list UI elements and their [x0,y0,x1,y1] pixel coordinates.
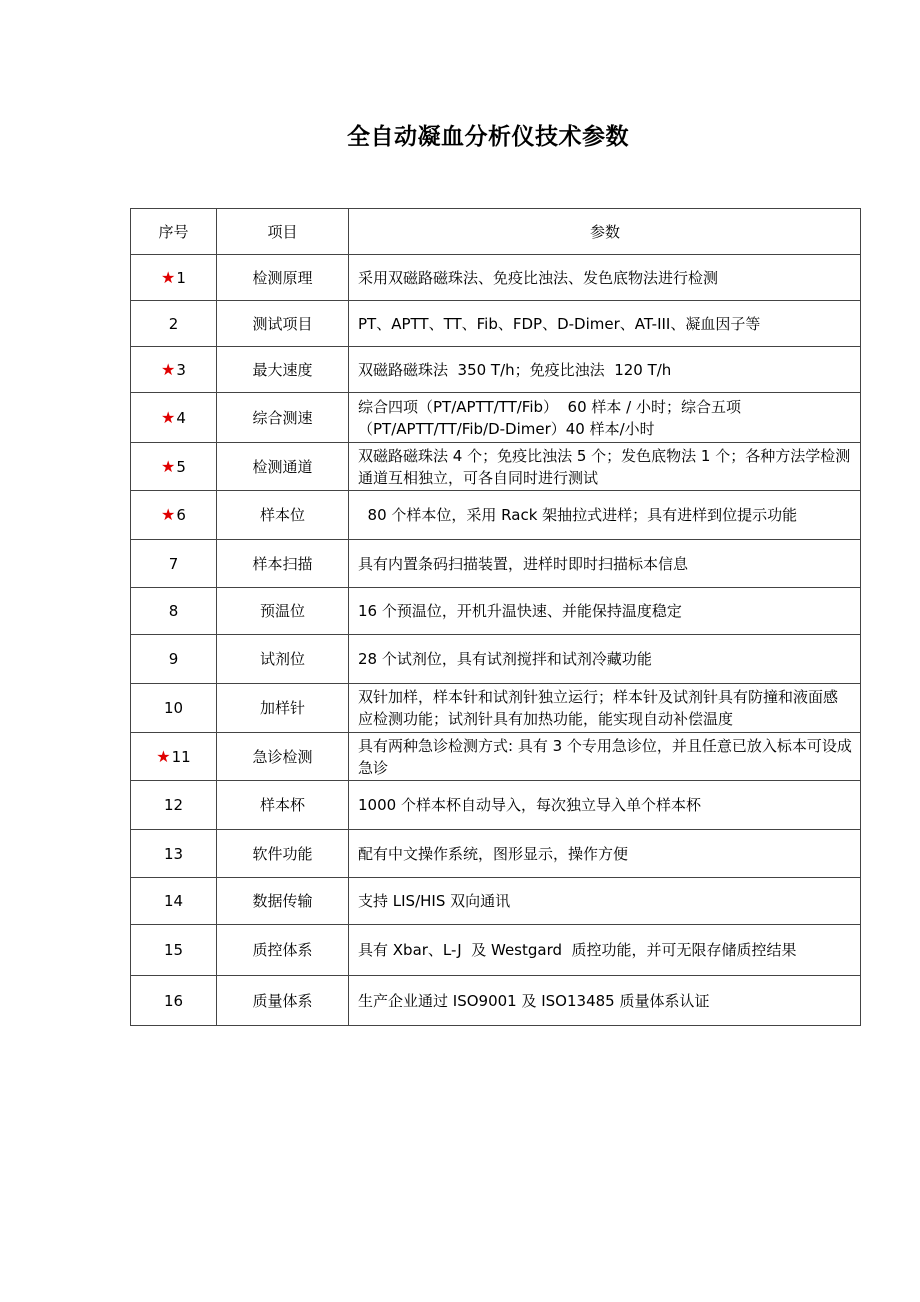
row-number: 12 [163,796,184,814]
row-param-cell [349,347,861,393]
row-param-cell [349,491,861,540]
table-row [131,925,861,976]
row-number: 11 [171,747,191,766]
row-number-cell [131,255,217,301]
row-param: 具有两种急诊检测方式: 具有 3 个专用急诊位，并且任意已放入标本可设成急诊 [358,736,852,777]
row-number: 1 [176,268,186,287]
header-item: 项目 [217,209,349,255]
row-number: 5 [176,457,186,476]
star-icon: ★ [161,456,176,476]
row-item: 综合测速 [217,393,349,443]
row-item: 样本位 [217,491,349,540]
row-item: 最大速度 [217,347,349,393]
row-param-cell [349,443,861,491]
row-number: 7 [168,554,179,573]
row-param-cell [349,925,861,976]
row-param: 采用双磁路磁珠法、免疫比浊法、发色底物法进行检测 [358,268,719,287]
row-item: 加样针 [217,684,349,733]
star-icon: ★ [161,267,176,287]
row-number-cell [131,878,217,925]
star-icon: ★ [161,407,176,427]
row-item: 软件功能 [217,830,349,878]
row-item: 急诊检测 [217,733,349,781]
table-row [131,443,861,491]
row-item: 数据传输 [217,878,349,925]
row-number: 6 [176,506,186,524]
table-row [131,301,861,347]
row-item: 试剂位 [217,635,349,684]
row-param-cell [349,635,861,684]
star-icon: ★ [161,359,176,379]
row-param-cell [349,540,861,588]
row-number: 3 [176,360,186,379]
row-number: 15 [163,941,184,959]
row-item: 质量体系 [217,976,349,1026]
row-item: 样本扫描 [217,540,349,588]
table-row [131,588,861,635]
table-row [131,733,861,781]
row-param-cell [349,255,861,301]
row-param: 配有中文操作系统，图形显示，操作方便 [358,844,629,863]
row-number-cell [131,635,217,684]
row-param-cell [349,684,861,733]
table-row [131,540,861,588]
row-param-cell [349,733,861,781]
spec-table [130,208,861,1026]
row-number: 16 [163,991,184,1010]
row-param: PT、APTT、TT、Fib、FDP、D-Dimer、AT-III、凝血因子等 [358,314,761,333]
row-number-cell [131,976,217,1026]
row-number-cell [131,491,217,540]
row-param: 具有 Xbar、L-J 及 Westgard 质控功能，并可无限存储质控结果 [358,941,797,959]
row-item: 检测原理 [217,255,349,301]
row-number-cell [131,347,217,393]
star-icon: ★ [156,746,171,766]
row-item: 质控体系 [217,925,349,976]
row-number-cell [131,301,217,347]
row-number-cell [131,733,217,781]
row-item: 测试项目 [217,301,349,347]
row-number: 4 [176,408,186,427]
row-number: 10 [163,699,184,717]
table-header-row [131,209,861,255]
row-number: 8 [168,602,179,620]
row-number: 13 [163,844,184,863]
row-param: 生产企业通过 ISO9001 及 ISO13485 质量体系认证 [358,991,710,1010]
row-param: 双针加样，样本针和试剂针独立运行；样本针及试剂针具有防撞和液面感应检测功能；试剂针具有加热功能，能实现自动补偿温度 [358,688,839,728]
table-row [131,684,861,733]
row-param: 80 个样本位，采用 Rack 架抽拉式进样；具有进样到位提示功能 [358,506,798,524]
table-row [131,635,861,684]
row-number: 2 [168,314,179,333]
row-param-cell [349,393,861,443]
row-item: 样本杯 [217,781,349,830]
table-row [131,781,861,830]
row-number-cell [131,393,217,443]
row-number-cell [131,830,217,878]
row-number-cell [131,540,217,588]
page-title: 全自动凝血分析仪技术参数 [347,124,629,150]
row-param: 具有内置条码扫描装置，进样时即时扫描标本信息 [358,554,689,573]
row-number-cell [131,588,217,635]
row-param: 综合四项（PT/APTT/TT/Fib） 60 样本 / 小时；综合五项（PT/APTT/TT/Fib/D-Dimer）40 样本/小时 [358,397,742,438]
row-param-cell [349,878,861,925]
row-item: 预温位 [217,588,349,635]
header-no: 序号 [131,209,217,255]
row-number: 14 [163,892,184,910]
row-number-cell [131,781,217,830]
row-param-cell [349,830,861,878]
row-number: 9 [168,650,179,668]
table-row [131,830,861,878]
table-row [131,347,861,393]
row-param-cell [349,301,861,347]
row-number-cell [131,925,217,976]
row-param-cell [349,588,861,635]
row-item: 检测通道 [217,443,349,491]
star-icon: ★ [161,505,176,524]
row-number-cell [131,684,217,733]
row-param: 16 个预温位，开机升温快速、并能保持温度稳定 [358,602,682,620]
row-param: 双磁路磁珠法 4 个；免疫比浊法 5 个；发色底物法 1 个；各种方法学检测通道互相独立，可各自同时进行测试 [358,446,851,487]
row-param: 28 个试剂位，具有试剂搅拌和试剂冷藏功能 [358,650,652,668]
row-param: 支持 LIS/HIS 双向通讯 [358,892,511,910]
header-param: 参数 [349,209,861,255]
table-body [131,255,861,1026]
table-row [131,878,861,925]
row-number-cell [131,443,217,491]
row-param: 1000 个样本杯自动导入，每次独立导入单个样本杯 [358,796,701,814]
table-row [131,976,861,1026]
table-row [131,393,861,443]
table-row [131,255,861,301]
row-param: 双磁路磁珠法 350 T/h；免疫比浊法 120 T/h [358,360,672,379]
row-param-cell [349,976,861,1026]
row-param-cell [349,781,861,830]
table-row [131,491,861,540]
